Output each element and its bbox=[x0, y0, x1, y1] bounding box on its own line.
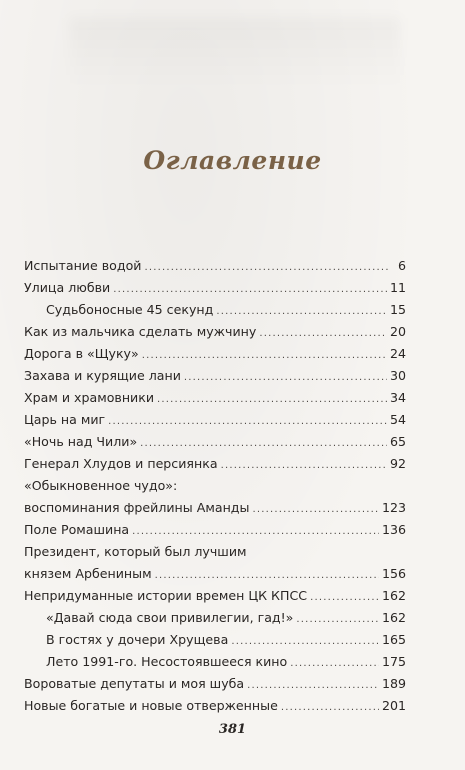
toc-entry-title: Испытание водой bbox=[24, 258, 142, 273]
toc-entry-title: Царь на миг bbox=[24, 412, 106, 427]
toc-entry bbox=[24, 673, 406, 695]
toc-entry-page: 165 bbox=[381, 632, 406, 647]
page-title: Оглавление bbox=[143, 146, 322, 175]
leader-dots bbox=[252, 499, 379, 521]
toc-entry bbox=[24, 475, 406, 497]
toc-entry-page: 201 bbox=[381, 698, 406, 713]
toc-entry bbox=[24, 497, 406, 519]
toc-entry-title: Непридуманные истории времен ЦК КПСС bbox=[24, 588, 308, 603]
toc-entry-title: Поле Ромашина bbox=[24, 522, 130, 537]
toc-entry bbox=[24, 453, 406, 475]
leader-dots bbox=[140, 433, 387, 455]
toc-entry-title: князем Арбениным bbox=[24, 566, 152, 581]
toc-entry-title: Дорога в «Щуку» bbox=[24, 346, 139, 361]
toc-entry bbox=[24, 255, 406, 277]
toc-entry bbox=[24, 365, 406, 387]
toc-entry-page: 54 bbox=[389, 412, 406, 427]
toc-entry bbox=[24, 431, 406, 453]
leader-dots bbox=[290, 653, 379, 675]
show-through-shadow bbox=[70, 18, 400, 88]
leader-dots bbox=[108, 411, 387, 433]
toc-entry bbox=[24, 695, 406, 717]
leader-dots bbox=[113, 279, 387, 301]
toc-entry-title: В гостях у дочери Хрущева bbox=[46, 632, 229, 647]
toc-entry-page: 162 bbox=[381, 610, 406, 625]
toc-entry-page: 20 bbox=[389, 324, 406, 339]
toc-entry bbox=[24, 585, 406, 607]
toc-entry-title: «Давай сюда свои привилегии, гад!» bbox=[46, 610, 294, 625]
toc-entry bbox=[24, 321, 406, 343]
toc-entry bbox=[24, 387, 406, 409]
leader-dots bbox=[259, 323, 387, 345]
leader-dots bbox=[221, 455, 387, 477]
toc-entry-title: «Ночь над Чили» bbox=[24, 434, 138, 449]
page-number: 381 bbox=[218, 722, 247, 737]
toc-entry-title: Президент, который был лучшим bbox=[24, 544, 247, 559]
toc-entry-title: Вороватые депутаты и моя шуба bbox=[24, 676, 245, 691]
toc-entry-page: 6 bbox=[397, 258, 406, 273]
toc-entry-page: 189 bbox=[381, 676, 406, 691]
toc-entry-page: 11 bbox=[389, 280, 406, 295]
toc-entry-page: 92 bbox=[389, 456, 406, 471]
leader-dots bbox=[144, 257, 389, 279]
toc-entry-title: воспоминания фрейлины Аманды bbox=[24, 500, 250, 515]
leader-dots bbox=[132, 521, 379, 543]
toc-entry-title: Новые богатые и новые отверженные bbox=[24, 698, 278, 713]
leader-dots bbox=[247, 675, 379, 697]
leader-dots bbox=[231, 631, 379, 653]
toc-entry-title: Генерал Хлудов и персиянка bbox=[24, 456, 218, 471]
toc-entry-page: 65 bbox=[389, 434, 406, 449]
toc-entry-page: 34 bbox=[389, 390, 406, 405]
toc-entry-title: Храм и храмовники bbox=[24, 390, 155, 405]
toc-entry bbox=[24, 519, 406, 541]
leader-dots bbox=[296, 609, 379, 631]
leader-dots bbox=[157, 389, 387, 411]
toc-entry-page: 30 bbox=[389, 368, 406, 383]
toc-entry-title: Как из мальчика сделать мужчину bbox=[24, 324, 257, 339]
toc-entry-page: 156 bbox=[381, 566, 406, 581]
toc-entry bbox=[24, 629, 406, 651]
toc-entry-page: 123 bbox=[381, 500, 406, 515]
toc-entry-title: Судьбоносные 45 секунд bbox=[46, 302, 214, 317]
toc-entry-title: «Обыкновенное чудо»: bbox=[24, 478, 178, 493]
table-of-contents bbox=[24, 255, 406, 717]
toc-entry-title: Лето 1991-го. Несостоявшееся кино bbox=[46, 654, 288, 669]
leader-dots bbox=[216, 301, 387, 323]
leader-dots bbox=[281, 697, 379, 719]
toc-entry bbox=[24, 563, 406, 585]
leader-dots bbox=[184, 367, 387, 389]
leader-dots bbox=[155, 565, 379, 587]
toc-entry-page: 15 bbox=[389, 302, 406, 317]
toc-entry bbox=[24, 299, 406, 321]
toc-entry bbox=[24, 343, 406, 365]
toc-entry bbox=[24, 409, 406, 431]
toc-entry bbox=[24, 607, 406, 629]
toc-entry bbox=[24, 277, 406, 299]
toc-entry-title: Улица любви bbox=[24, 280, 111, 295]
leader-dots bbox=[310, 587, 379, 609]
toc-entry-page: 24 bbox=[389, 346, 406, 361]
toc-entry bbox=[24, 541, 406, 563]
toc-entry-page: 175 bbox=[381, 654, 406, 669]
toc-entry-page: 162 bbox=[381, 588, 406, 603]
toc-entry bbox=[24, 651, 406, 673]
toc-entry-page: 136 bbox=[381, 522, 406, 537]
toc-entry-title: Захава и курящие лани bbox=[24, 368, 181, 383]
leader-dots bbox=[142, 345, 387, 367]
